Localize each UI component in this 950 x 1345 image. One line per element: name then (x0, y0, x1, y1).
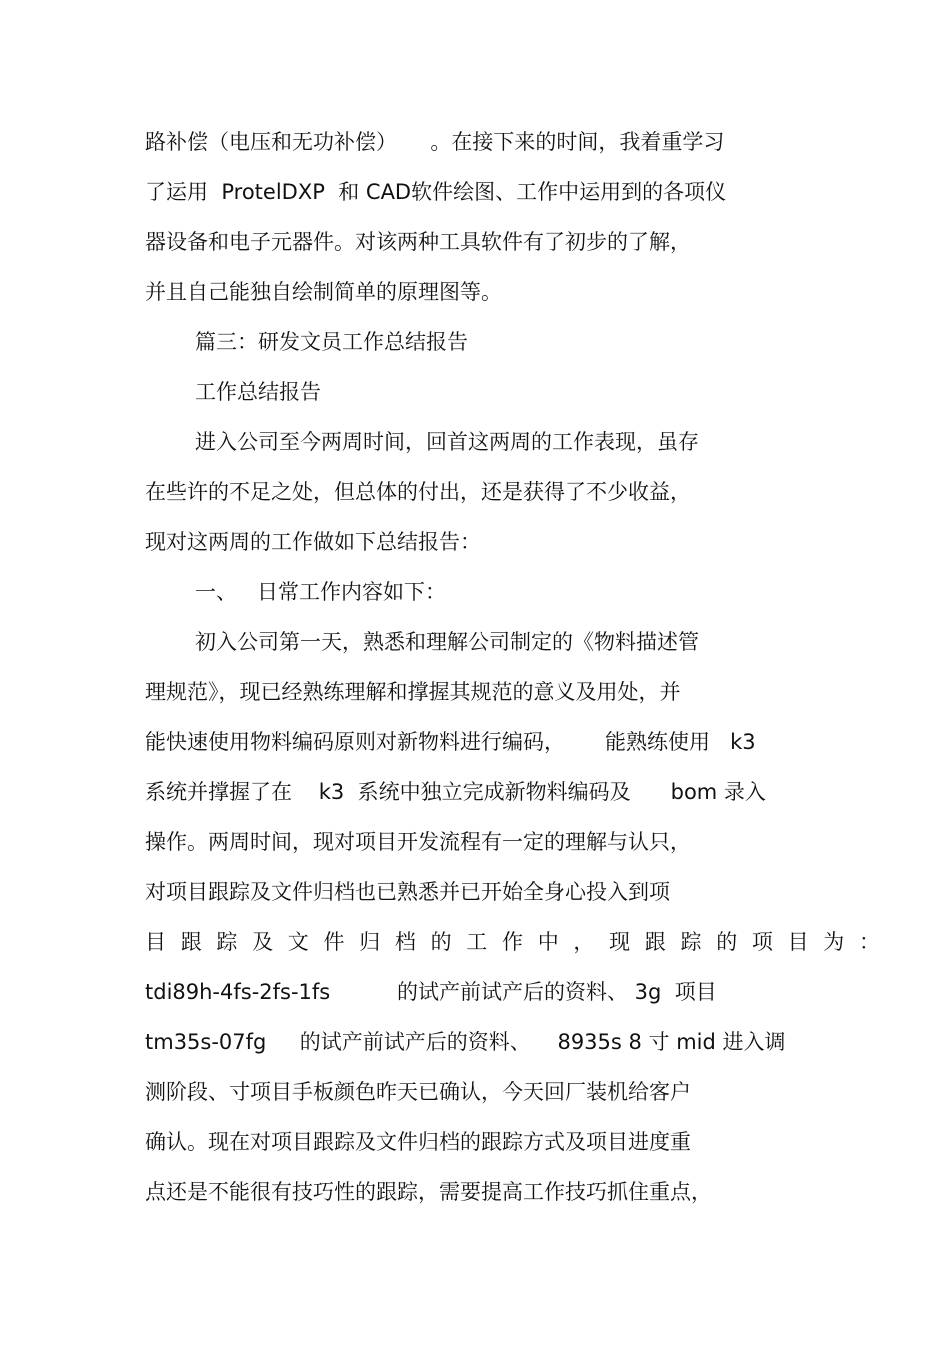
text-line: 确认。现在对项目跟踪及文件归档的跟踪方式及项目进度重 (145, 1130, 691, 1154)
list-heading: 一、 日常工作内容如下： (195, 580, 447, 604)
text-line: 进入公司至今两周时间，回首这两周的工作表现，虽存 (195, 430, 699, 454)
text-line: 操作。两周时间，现对项目开发流程有一定的理解与认只， (145, 830, 691, 854)
text-line: tm35s-07fg 的试产前试产后的资料、 8935s 8 寸 mid 进入调 (145, 1030, 786, 1054)
text-line: 路补偿（电压和无功补偿） 。在接下来的时间，我着重学习 (145, 130, 725, 154)
text-line: 对项目跟踪及文件归档也已熟悉并已开始全身心投入到项 (145, 880, 670, 904)
text-line: 器设备和电子元器件。对该两种工具软件有了初步的了解， (145, 230, 691, 254)
text-line: 能快速使用物料编码原则对新物料进行编码， 能熟练使用 k3 (145, 730, 756, 754)
report-title: 工作总结报告 (195, 380, 321, 404)
text-line: 并且自己能独自绘制简单的原理图等。 (145, 280, 502, 304)
text-line: tdi89h-4fs-2fs-1fs 的试产前试产后的资料、 3g 项目 (145, 980, 717, 1004)
text-line: 现对这两周的工作做如下总结报告： (145, 530, 481, 554)
text-line: 初入公司第一天，熟悉和理解公司制定的《物料描述管 (195, 630, 699, 654)
text-line: 目跟踪及文件归档的工作中，现跟踪的项目为： (145, 930, 895, 954)
section-heading: 篇三：研发文员工作总结报告 (195, 330, 468, 354)
text-line: 点还是不能很有技巧性的跟踪，需要提高工作技巧抓住重点， (145, 1180, 712, 1204)
text-line: 测阶段、寸项目手板颜色昨天已确认，今天回厂装机给客户 (145, 1080, 691, 1104)
text-line: 理规范》，现已经熟练理解和撑握其规范的意义及用处，并 (145, 680, 681, 704)
text-line: 了运用 ProtelDXP 和 CAD软件绘图、工作中运用到的各项仪 (145, 180, 727, 204)
text-line: 系统并撑握了在 k3 系统中独立完成新物料编码及 bom 录入 (145, 780, 766, 804)
text-line: 在些许的不足之处，但总体的付出，还是获得了不少收益， (145, 480, 691, 504)
